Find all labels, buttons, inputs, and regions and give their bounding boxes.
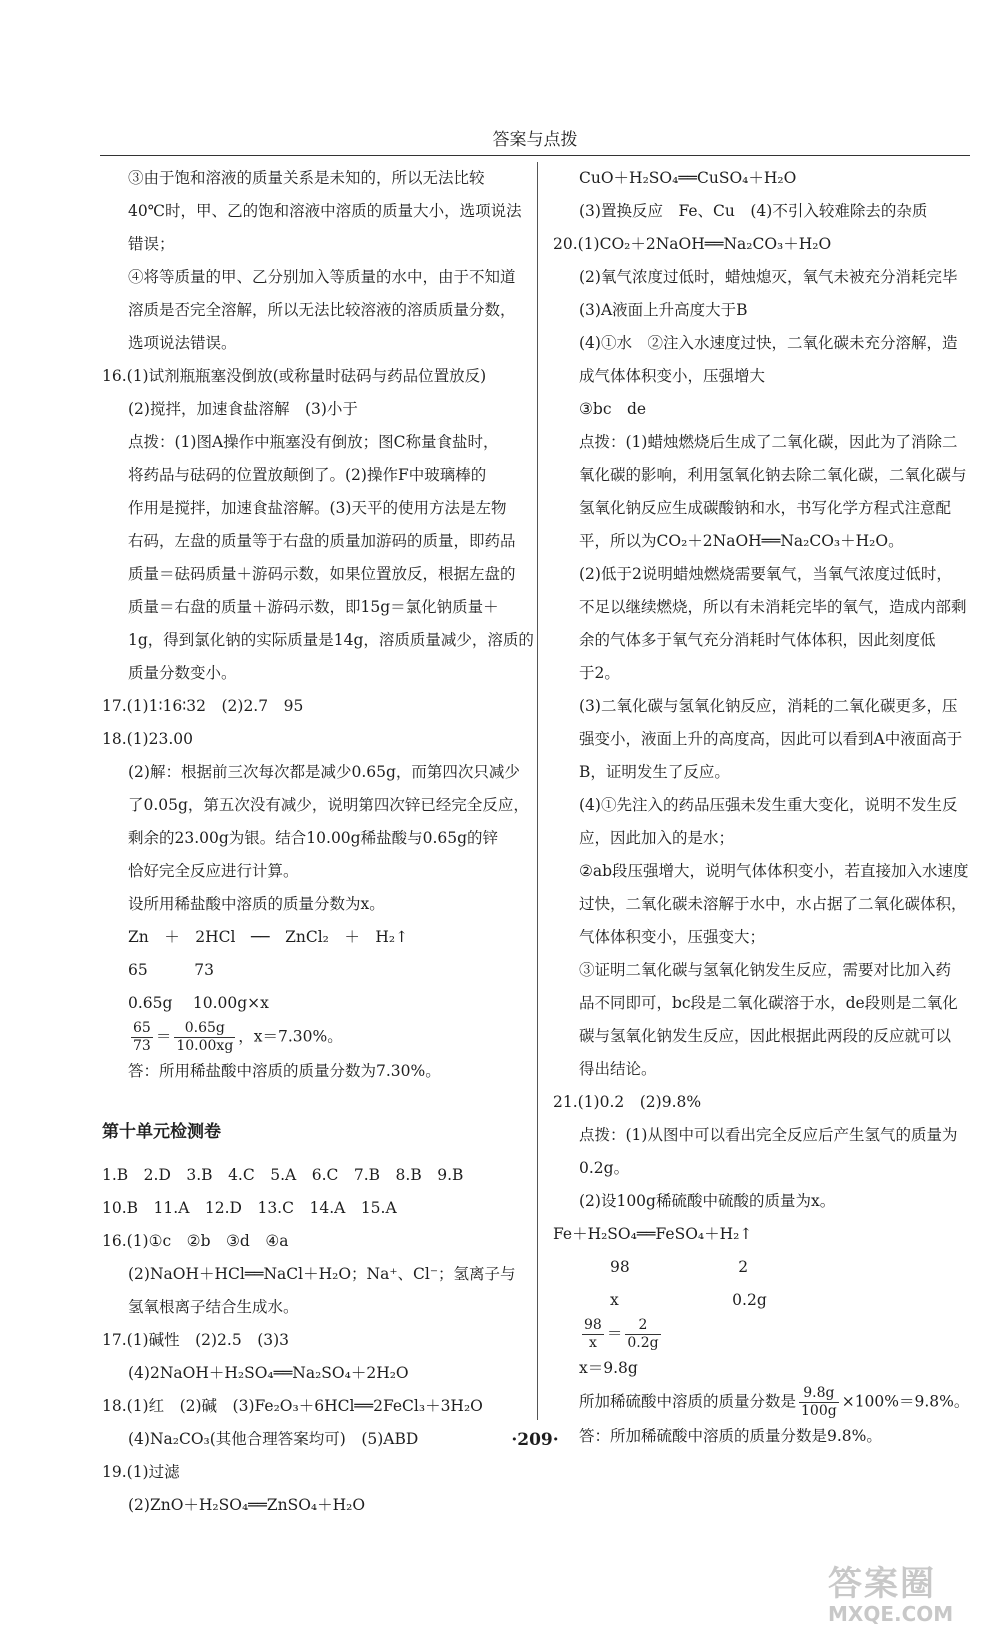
text-line: 0.2g。 [579,1159,630,1177]
text-line: 过快，二氧化碳未溶解于水中，水占据了二氧化碳体积， [579,895,967,913]
text-line: x 0.2g [579,1291,767,1309]
text-line: 恰好完全反应进行计算。 [128,862,299,880]
text-line: 剩余的23.00g为银。结合10.00g稀盐酸与0.65g的锌 [128,829,499,847]
text-line: 溶质是否完全溶解，所以无法比较溶液的溶质质量分数， [128,301,516,319]
text-line: 0.65g 10.00g×x [128,994,269,1012]
text-line: 10.B 11.A 12.D 13.C 14.A 15.A [102,1199,397,1217]
fraction [625,1317,660,1352]
text-line: 98 2 [579,1258,749,1276]
fraction [799,1385,839,1420]
fraction-numerator: 9.8g [799,1385,839,1403]
text-line: 得出结论。 [579,1060,657,1078]
left-column [102,162,534,1522]
text-line: B，证明发生了反应。 [579,763,730,781]
fraction [582,1317,604,1352]
text-line: 质量＝右盘的质量＋游码示数，即15g＝氯化钠质量＋ [128,598,499,616]
text-line: 1.B 2.D 3.B 4.C 5.A 6.C 7.B 8.B 9.B [102,1166,464,1184]
equation-fraction-line: $\frac{65}{73}$ ＝ $\frac{0.65g}{10.00xg}$ ，x＝7.30%。 [133,1020,343,1054]
right-text-block [553,162,973,1317]
watermark-url: MXQE.COM [828,1602,954,1626]
text-line: 平，所以为CO₂＋2NaOH══Na₂CO₃＋H₂O。 [579,532,904,550]
fraction-numerator: 98 [584,1317,602,1333]
text-line: 65 73 [128,961,214,979]
text-line: 21.(1)0.2 (2)9.8% [553,1093,702,1111]
text-line: 17.(1)1∶16∶32 (2)2.7 95 [102,697,304,715]
text-line: 氢氧根离子结合生成水。 [128,1298,299,1316]
answer-line: 答：所用稀盐酸中溶质的质量分数为7.30%。 [128,1062,441,1080]
text-line: 碳与氢氧化钠发生反应，因此根据此两段的反应就可以 [579,1027,952,1045]
result-line: x＝9.8g [579,1359,638,1377]
text-line: 应，因此加入的是水； [579,829,735,847]
percent-line [553,1385,973,1420]
spacer [102,1149,522,1159]
text-line: (2)ZnO＋H₂SO₄══ZnSO₄＋H₂O [128,1496,366,1514]
fraction [131,1020,153,1055]
text-line: 气体体积变小，压强变大； [579,928,766,946]
text-line: 错误； [128,235,175,253]
page-number: ·209· [511,1430,559,1450]
text-line: (2)NaOH＋HCl══NaCl＋H₂O；Na⁺、Cl⁻；氢离子与 [128,1265,516,1283]
text-line: (3)A液面上升高度大于B [579,301,748,319]
text-line: 品不同即可，bc段是二氧化碳溶于水，de段则是二氧化 [579,994,958,1012]
text-line: 16.(1)试剂瓶瓶塞没倒放(或称量时砝码与药品位置放反) [102,367,487,385]
fraction-numerator: 65 [133,1020,151,1036]
text-line: 16.(1)①c ②b ③d ④a [102,1232,289,1250]
text-line: ②ab段压强增大，说明气体体积变小，若直接加入水速度 [579,862,969,880]
text-line: 于2。 [579,664,620,682]
text-line: 点拨：(1)从图中可以看出完全反应后产生氢气的质量为 [579,1126,958,1144]
text-line: 19.(1)过滤 [102,1463,180,1481]
text-line: 18.(1)红 (2)碱 (3)Fe₂O₃＋6HCl══2FeCl₃＋3H₂O [102,1397,483,1415]
text-line: (4)2NaOH＋H₂SO₄══Na₂SO₄＋2H₂O [128,1364,409,1382]
text-line: 18.(1)23.00 [102,730,193,748]
fraction-denominator: 10.00xg [176,1038,234,1054]
watermark-logo [828,1565,968,1625]
text-line: 右码，左盘的质量等于右盘的质量加游码的质量，即药品 [128,532,516,550]
fraction-denominator: 100g [801,1403,837,1419]
text-line: 40℃时，甲、乙的饱和溶液中溶质的质量大小，选项说法 [128,202,522,220]
text-line: (2)设100g稀硫酸中硫酸的质量为x。 [579,1192,836,1210]
text-line: (2)搅拌，加速食盐溶解 (3)小于 [128,400,358,418]
text-line: ③证明二氧化碳与氢氧化钠发生反应，需要对比加入药 [579,961,952,979]
text-line: (2)解：根据前三次每次都是减少0.65g，而第四次只减少 [128,763,520,781]
text-line: 作用是搅拌，加速食盐溶解。(3)天平的使用方法是左物 [128,499,507,517]
text-line: 了0.05g，第五次没有减少，说明第四次锌已经完全反应， [128,796,529,814]
text-line: 质量分数变小。 [128,664,237,682]
right-column [553,162,973,1453]
fraction [174,1020,235,1055]
fraction-denominator: x [588,1335,597,1351]
equation-fraction-line: $\frac{98}{x}$ ＝ $\frac{2}{0.2g}$ [584,1317,659,1351]
left-text-block-2 [102,1159,522,1522]
left-text-block [102,162,534,1020]
text-line: (2)低于2说明蜡烛燃烧需要氧气，当氧气浓度过低时， [579,565,952,583]
watermark-text: 答案圈 [828,1564,936,1604]
answer-line: 答：所加稀硫酸中溶质的质量分数是9.8%。 [579,1427,882,1445]
percent-suffix: ×100%＝9.8%。 [841,1392,970,1411]
text-line: 不足以继续燃烧，所以有未消耗完毕的氧气，造成内部剩 [579,598,967,616]
fraction-numerator: 2 [625,1317,660,1335]
text-line: 成气体体积变小，压强增大 [579,367,766,385]
text-line: 质量＝砝码质量＋游码示数，如果位置放反，根据左盘的 [128,565,516,583]
text-line: 氢氧化钠反应生成碳酸钠和水，书写化学方程式注意配 [579,499,952,517]
percent-prefix: 所加稀硫酸中溶质的质量分数是 [579,1392,797,1411]
fraction-denominator: 0.2g [627,1335,659,1351]
section-title: 第十单元检测卷 [102,1122,221,1142]
text-line: 余的气体多于氧气充分消耗时气体体积，因此刻度低 [579,631,936,649]
text-line: 1g，得到氯化钠的实际质量是14g，溶质质量减少，溶质的 [128,631,534,649]
fraction-denominator: 73 [133,1038,151,1054]
page-header: 答案与点拨 [492,130,578,150]
column-divider [537,162,538,1420]
text-line: Zn ＋ 2HCl ── ZnCl₂ ＋ H₂↑ [128,928,409,946]
text-line: CuO＋H₂SO₄══CuSO₄＋H₂O [579,169,797,187]
text-line: 设所用稀盐酸中溶质的质量分数为x。 [128,895,385,913]
header-rule [100,155,970,156]
text-line: ③bc de [579,400,647,418]
text-line: 选项说法错误。 [128,334,237,352]
text-line: 点拨：(1)蜡烛燃烧后生成了二氧化碳，因此为了消除二 [579,433,958,451]
text-line: (4)Na₂CO₃(其他合理答案均可) (5)ABD [128,1430,419,1448]
text-line: 点拨：(1)图A操作中瓶塞没有倒放；图C称量食盐时， [128,433,499,451]
text-line: 将药品与砝码的位置放颠倒了。(2)操作F中玻璃棒的 [128,466,487,484]
text-line: 氧化碳的影响，利用氢氧化钠去除二氧化碳，二氧化碳与 [579,466,967,484]
text-line: (3)二氧化碳与氢氧化钠反应，消耗的二氧化碳更多，压 [579,697,958,715]
text-line: 17.(1)碱性 (2)2.5 (3)3 [102,1331,290,1349]
text-line: ④将等质量的甲、乙分别加入等质量的水中，由于不知道 [128,268,516,286]
text-line: ③由于饱和溶液的质量关系是未知的，所以无法比较 [128,169,485,187]
text-line: (4)①水 ②注入水速度过快，二氧化碳未充分溶解，造 [579,334,958,352]
text-line: (3)置换反应 Fe、Cu (4)不引入较难除去的杂质 [579,202,928,220]
fraction-numerator: 0.65g [174,1020,235,1038]
spacer [102,1088,522,1116]
text-line: (2)氧气浓度过低时，蜡烛熄灭，氧气未被充分消耗完毕 [579,268,958,286]
text-line: 20.(1)CO₂＋2NaOH══Na₂CO₃＋H₂O [553,235,832,253]
text-line: 强变小，液面上升的高度高，因此可以看到A中液面高于 [579,730,963,748]
text-line: (4)①先注入的药品压强未发生重大变化，说明不发生反 [579,796,958,814]
equation-result: ，x＝7.30%。 [238,1027,343,1046]
text-line: Fe＋H₂SO₄══FeSO₄＋H₂↑ [553,1225,753,1243]
